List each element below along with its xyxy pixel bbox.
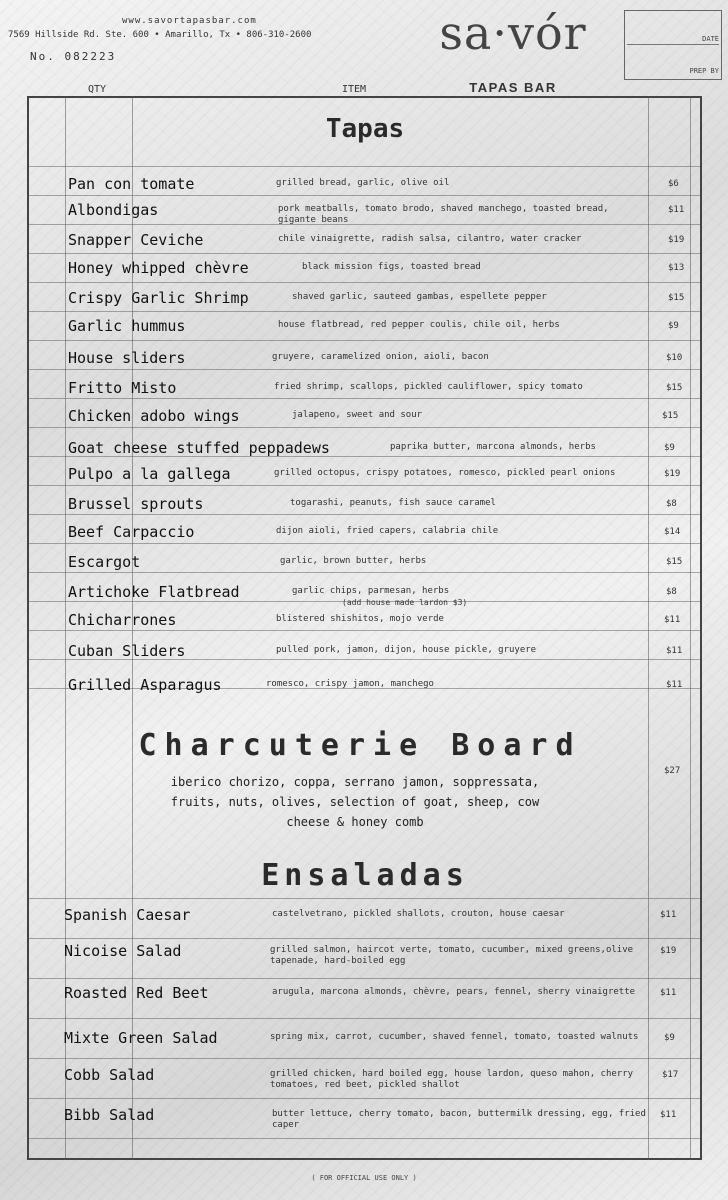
item-price: $11	[666, 680, 683, 690]
charcuterie-title: Charcuterie Board	[138, 728, 582, 763]
charcuterie-description	[120, 772, 590, 832]
item-price: $19	[660, 946, 677, 956]
row-rule	[29, 485, 700, 486]
logo: sa·vór	[439, 6, 587, 60]
row-rule	[29, 1058, 700, 1059]
row-rule	[29, 898, 700, 899]
item-description: gruyere, caramelized onion, aioli, bacon	[272, 352, 489, 362]
item-price: $11	[664, 615, 681, 625]
item-name: Nicoise Salad	[64, 942, 182, 960]
item-name: Snapper Ceviche	[68, 231, 204, 249]
item-price: $11	[666, 646, 683, 656]
item-name: Grilled Asparagus	[68, 676, 222, 694]
item-column-header: ITEM	[342, 84, 367, 95]
item-description: jalapeno, sweet and sour	[292, 410, 423, 420]
charcuterie-price: $27	[664, 766, 681, 776]
item-price: $9	[668, 321, 679, 331]
column-rule	[690, 96, 691, 1160]
row-rule	[29, 369, 700, 370]
ensaladas-title: Ensaladas	[261, 858, 469, 893]
item-description: dijon aioli, fried capers, calabria chile	[276, 526, 499, 536]
item-name: Cuban Sliders	[68, 642, 186, 660]
row-rule	[29, 514, 700, 515]
item-name: Pulpo a la gallega	[68, 465, 231, 483]
item-price: $13	[668, 263, 685, 273]
item-price: $8	[666, 587, 677, 597]
date-line	[627, 44, 719, 45]
item-name: House sliders	[68, 349, 186, 367]
item-description: arugula, marcona almonds, chèvre, pears, fennel, sherry vinaigrette	[272, 987, 636, 997]
item-name: Escargot	[68, 553, 141, 571]
item-name: Chicharrones	[68, 611, 177, 629]
item-description: castelvetrano, pickled shallots, crouton, house caesar	[272, 909, 565, 919]
logo-subtitle: TAPAS BAR	[469, 80, 557, 95]
item-description: pulled pork, jamon, dijon, house pickle, gruyere	[276, 645, 537, 655]
item-name: Chicken adobo wings	[68, 407, 240, 425]
row-rule	[29, 938, 700, 939]
item-name: Artichoke Flatbread	[68, 583, 240, 601]
charcuterie-line: cheese & honey comb	[286, 815, 424, 829]
item-price: $19	[668, 235, 685, 245]
row-rule	[29, 427, 700, 428]
item-price: $19	[664, 469, 681, 479]
item-description: togarashi, peanuts, fish sauce caramel	[290, 498, 496, 508]
row-rule	[29, 1018, 700, 1019]
row-rule	[29, 572, 700, 573]
row-rule	[29, 253, 700, 254]
item-price: $11	[660, 1110, 677, 1120]
row-rule	[29, 340, 700, 341]
row-rule	[29, 1138, 700, 1139]
item-name: Bibb Salad	[64, 1106, 155, 1124]
date-prep-box	[624, 10, 722, 80]
item-price: $11	[668, 205, 685, 215]
item-description: blistered shishitos, mojo verde	[276, 614, 444, 624]
row-rule	[29, 1098, 700, 1099]
item-price: $9	[664, 1033, 675, 1043]
item-description: fried shrimp, scallops, pickled cauliflower, spicy tomato	[274, 382, 583, 392]
qty-column-header: QTY	[88, 84, 107, 95]
item-price: $15	[666, 383, 683, 393]
item-name: Pan con tomate	[68, 175, 195, 193]
item-description: pork meatballs, tomato brodo, shaved manchego, toasted bread, gigante beans	[278, 204, 609, 225]
item-description: shaved garlic, sauteed gambas, espellete pepper	[292, 292, 547, 302]
ticket-number: No. 082223	[30, 50, 117, 63]
item-price: $9	[664, 443, 675, 453]
item-description: black mission figs, toasted bread	[302, 262, 481, 272]
item-name: Honey whipped chèvre	[68, 259, 249, 277]
item-description: house flatbread, red pepper coulis, chile oil, herbs	[278, 320, 560, 330]
item-price: $15	[666, 557, 683, 567]
prep-label: PREP BY	[689, 67, 719, 75]
charcuterie-line: fruits, nuts, olives, selection of goat, sheep, cow	[170, 795, 540, 809]
row-rule	[29, 398, 700, 399]
item-description: grilled bread, garlic, olive oil	[276, 178, 450, 188]
item-name: Spanish Caesar	[64, 906, 191, 924]
address-text: 7569 Hillside Rd. Ste. 600 • Amarillo, Tx • 806-310-2600	[8, 30, 312, 40]
item-price: $15	[668, 293, 685, 303]
item-price: $8	[666, 499, 677, 509]
item-description: paprika butter, marcona almonds, herbs	[390, 442, 596, 452]
row-rule	[29, 978, 700, 979]
item-description: garlic chips, parmesan, herbs	[292, 586, 450, 596]
row-rule	[29, 311, 700, 312]
item-description: romesco, crispy jamon, manchego	[266, 679, 434, 689]
row-rule	[29, 195, 700, 196]
item-description: garlic, brown butter, herbs	[280, 556, 427, 566]
item-name: Beef Carpaccio	[68, 523, 195, 541]
item-price: $6	[668, 179, 679, 189]
item-price: $15	[662, 411, 679, 421]
footer-note: ( FOR OFFICIAL USE ONLY )	[311, 1174, 417, 1182]
charcuterie-line: iberico chorizo, coppa, serrano jamon, soppressata,	[170, 775, 540, 789]
item-name: Brussel sprouts	[68, 495, 204, 513]
row-rule	[29, 630, 700, 631]
item-name: Albondigas	[68, 201, 159, 219]
item-price: $11	[660, 910, 677, 920]
item-name: Garlic hummus	[68, 317, 186, 335]
item-note: (add house made lardon $3)	[342, 598, 468, 607]
item-description: grilled octopus, crispy potatoes, romesco, pickled pearl onions	[274, 468, 616, 478]
item-price: $17	[662, 1070, 679, 1080]
row-rule	[29, 282, 700, 283]
item-description: spring mix, carrot, cucumber, shaved fennel, tomato, toasted walnuts	[270, 1032, 639, 1042]
item-description: grilled chicken, hard boiled egg, house lardon, queso mahon, cherry tomatoes, red beet, pickled shallot	[270, 1069, 634, 1090]
item-description: chile vinaigrette, radish salsa, cilantro, water cracker	[278, 234, 582, 244]
item-price: $11	[660, 988, 677, 998]
item-name: Fritto Misto	[68, 379, 177, 397]
item-description: butter lettuce, cherry tomato, bacon, buttermilk dressing, egg, fried caper	[272, 1109, 646, 1130]
item-price: $14	[664, 527, 681, 537]
item-price: $10	[666, 353, 683, 363]
item-description: grilled salmon, haircot verte, tomato, cucumber, mixed greens,olive tapenade, hard-boiled egg	[270, 945, 634, 966]
item-name: Roasted Red Beet	[64, 984, 209, 1002]
website-text: www.savortapasbar.com	[122, 16, 257, 26]
item-name: Mixte Green Salad	[64, 1029, 218, 1047]
item-name: Goat cheese stuffed peppadews	[68, 439, 330, 457]
item-name: Crispy Garlic Shrimp	[68, 289, 249, 307]
row-rule	[29, 166, 700, 167]
date-label: DATE	[702, 35, 719, 43]
column-rule	[648, 96, 649, 1160]
item-name: Cobb Salad	[64, 1066, 155, 1084]
tapas-title: Tapas	[325, 114, 405, 144]
row-rule	[29, 543, 700, 544]
